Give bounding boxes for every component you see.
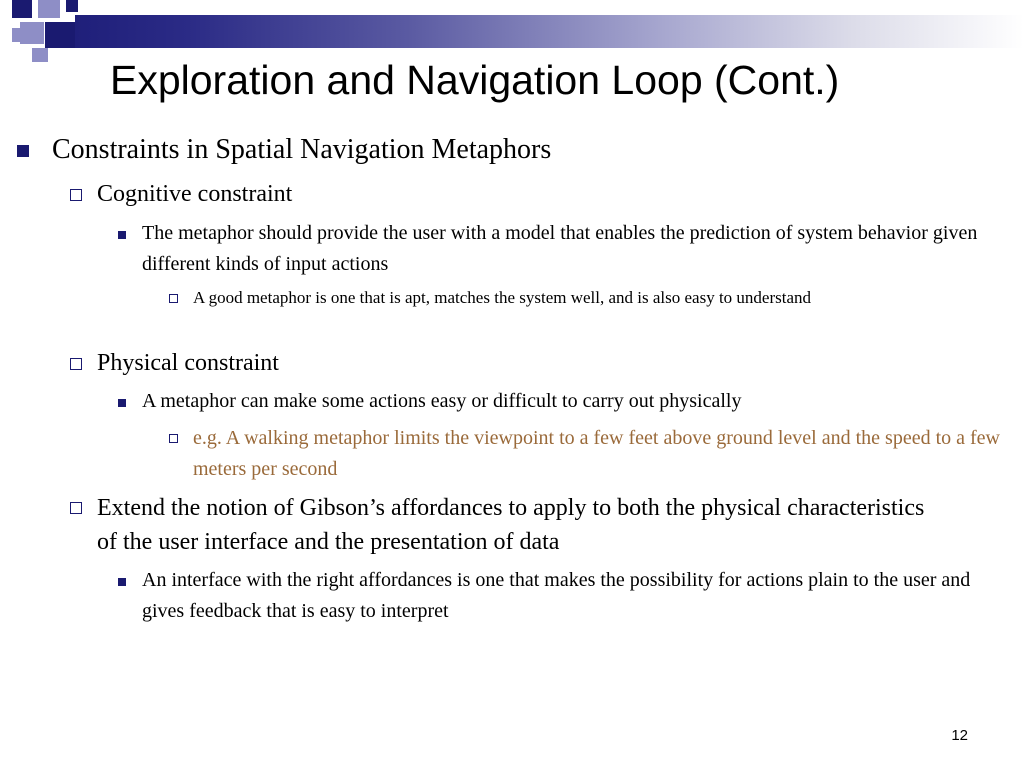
affordances-text: Extend the notion of Gibson’s affordances to apply to both the physical characteristics of the user interface and the presentation of data — [97, 495, 925, 555]
hollow-square-bullet-icon — [70, 502, 82, 514]
hollow-square-bullet-icon — [70, 189, 82, 201]
cognitive-constraint-item — [97, 177, 977, 211]
affordances-point-item — [142, 565, 997, 627]
cognitive-point-text: The metaphor should provide the user with a model that enables the prediction of system behavior given different kinds of input actions — [142, 222, 978, 275]
hollow-small-bullet-icon — [169, 434, 178, 443]
physical-example-text: e.g. A walking metaphor limits the viewpoint to a few feet above ground level and the speed to a few meters per second — [193, 427, 1000, 480]
physical-point-item — [142, 386, 992, 417]
cognitive-constraint-label: Cognitive constraint — [97, 181, 293, 207]
cognitive-point-item — [142, 218, 992, 280]
small-square-bullet-icon — [118, 231, 126, 239]
hollow-square-bullet-icon — [70, 358, 82, 370]
physical-constraint-item — [97, 346, 977, 380]
small-square-bullet-icon — [118, 578, 126, 586]
slide-title: Exploration and Navigation Loop (Cont.) — [110, 57, 840, 103]
physical-constraint-label: Physical constraint — [97, 350, 279, 376]
cognitive-sub-item — [193, 284, 953, 311]
physical-example-item — [193, 423, 1003, 485]
affordances-point-text: An interface with the right affordances is one that makes the possibility for actions plain to the user and gives feedback that is easy to interpret — [142, 569, 971, 622]
hollow-small-bullet-icon — [169, 294, 178, 303]
small-square-bullet-icon — [118, 399, 126, 407]
page-number: 12 — [951, 727, 968, 744]
affordances-item — [97, 491, 927, 559]
outline-heading — [52, 133, 952, 167]
square-bullet-icon — [17, 145, 29, 157]
physical-point-text: A metaphor can make some actions easy or difficult to carry out physically — [142, 390, 742, 412]
outline-heading-text: Constraints in Spatial Navigation Metaphors — [52, 134, 552, 165]
cognitive-sub-text: A good metaphor is one that is apt, matches the system well, and is also easy to understand — [193, 288, 812, 307]
